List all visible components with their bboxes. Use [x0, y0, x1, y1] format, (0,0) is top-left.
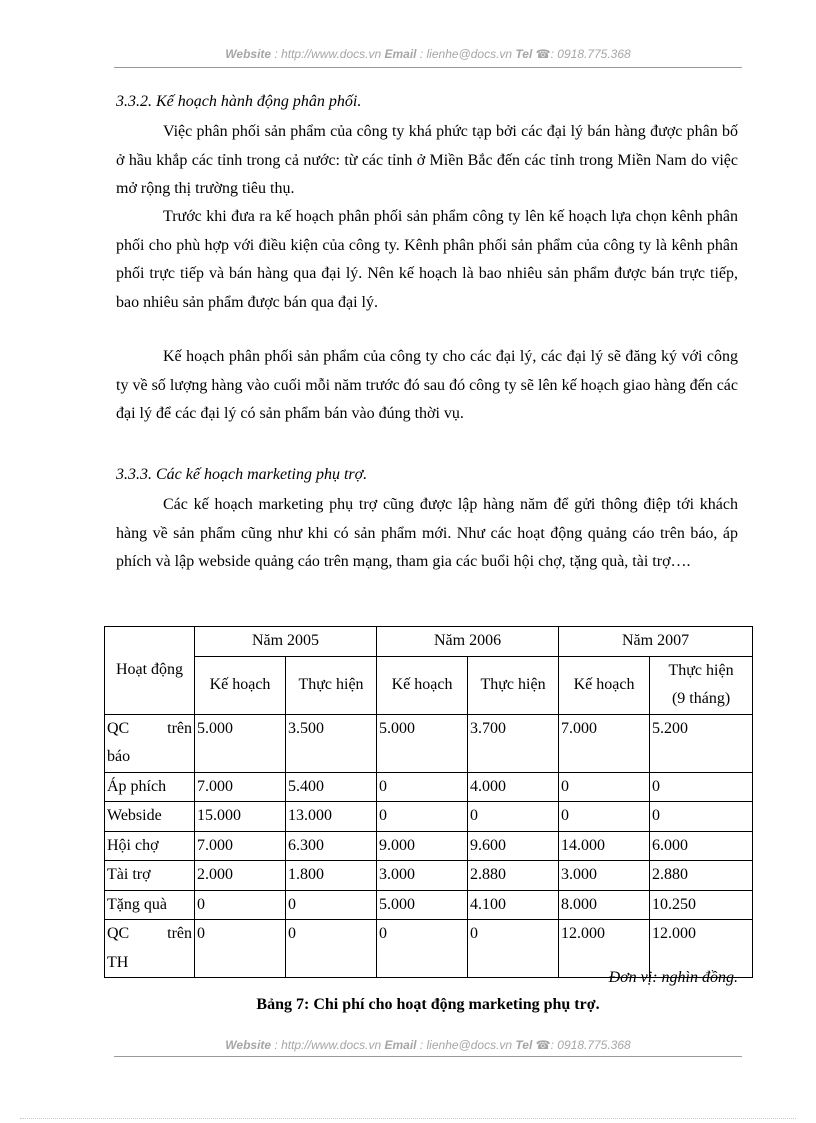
website-label: Website: [225, 1038, 272, 1052]
value-cell: 9.000: [377, 831, 468, 861]
value-cell: 0: [286, 920, 377, 978]
header-divider: [114, 67, 742, 68]
table-row: [105, 890, 753, 920]
tel-number: : 0918.775.368: [550, 47, 631, 61]
value-cell: 6.300: [286, 831, 377, 861]
value-cell: 10.250: [650, 890, 753, 920]
phone-icon: ☎: [535, 47, 551, 61]
table-row: [105, 861, 753, 891]
table-caption: Bảng 7: Chi phí cho hoạt động marketing phụ trợ.: [256, 996, 600, 1013]
website-url: : http://www.docs.vn: [274, 1038, 382, 1052]
value-cell: 0: [559, 802, 650, 832]
email-label: Email: [384, 1038, 417, 1052]
value-cell: 1.800: [286, 861, 377, 891]
value-cell: 0: [377, 920, 468, 978]
value-cell: 0: [377, 802, 468, 832]
activity-word: TH: [107, 953, 129, 971]
value-cell: 4.100: [468, 890, 559, 920]
value-cell: 14.000: [559, 831, 650, 861]
year-header: Năm 2006: [377, 627, 559, 657]
activity-word: báo: [107, 748, 131, 765]
value-cell: 3.500: [286, 714, 377, 772]
value-cell: 0: [377, 772, 468, 802]
value-cell: 2.880: [650, 861, 753, 891]
value-cell: 4.000: [468, 772, 559, 802]
email-label: Email: [384, 47, 417, 61]
table-header-row-years: [105, 627, 753, 657]
sub-header: Kế hoạch: [377, 656, 468, 714]
table-header-row-sub: [105, 656, 753, 714]
activity-word: trên: [167, 925, 192, 942]
value-cell: 6.000: [650, 831, 753, 861]
page-bottom-edge: [20, 1118, 796, 1119]
unit-note: Đơn vị: nghìn đồng.: [608, 969, 738, 986]
paragraph-332-1: Việc phân phối sản phẩm của công ty khá phức tạp bởi các đại lý bán hàng được phân bố ở hầu khắp các tỉnh trong cả nước: từ các tỉnh ở Miền Bắc đến các tỉnh trong Miền Nam do việc mở rộng thị trường tiêu thụ.: [116, 123, 738, 198]
paragraph-333-1: Các kế hoạch marketing phụ trợ cũng được lập hàng năm để gửi thông điệp tới khách hàng về sản phẩm cũng như khi có sản phẩm mới. Như các hoạt động quảng cáo trên báo, áp phích và lập webside quảng cáo trên mạng, tham gia các buổi hội chợ, tặng quà, tài trợ….: [116, 496, 738, 571]
marketing-cost-table: [104, 626, 753, 978]
page-footer: [114, 1038, 742, 1052]
value-cell: 3.000: [377, 861, 468, 891]
section-heading-333: 3.3.3. Các kế hoạch marketing phụ trợ.: [116, 466, 368, 483]
value-cell: 5.000: [377, 890, 468, 920]
value-cell: 0: [559, 772, 650, 802]
activity-word: trên: [167, 719, 192, 737]
table-row: [105, 802, 753, 832]
value-cell: 5.200: [650, 714, 753, 772]
tel-number: : 0918.775.368: [550, 1038, 631, 1052]
sub-header: Kế hoạch: [195, 656, 286, 714]
value-cell: 0: [468, 802, 559, 832]
value-cell: 9.600: [468, 831, 559, 861]
value-cell: 0: [195, 920, 286, 978]
value-cell: 5.400: [286, 772, 377, 802]
tel-label: Tel: [515, 1038, 533, 1052]
value-cell: 8.000: [559, 890, 650, 920]
section-heading-332: 3.3.2. Kế hoạch hành động phân phối.: [116, 93, 362, 110]
table-row: [105, 772, 753, 802]
value-cell: 0: [195, 890, 286, 920]
value-cell: 0: [286, 890, 377, 920]
table-row: [105, 714, 753, 772]
value-cell: 12.000: [559, 920, 650, 978]
footer-divider: [114, 1056, 742, 1057]
activity-word: QC: [107, 719, 130, 737]
sub-header: Thực hiện: [286, 656, 377, 714]
paragraph-332-2: Trước khi đưa ra kế hoạch phân phối sản phẩm công ty lên kế hoạch lựa chọn kênh phân phối cho phù hợp với điều kiện của công ty. Kênh phân phối sản phẩm của công ty là kênh phân phối trực tiếp và bán hàng qua đại lý. Nên kế hoạch là bao nhiêu sản phẩm được bán trực tiếp, bao nhiêu sản phẩm được bán qua đại lý.: [116, 208, 738, 311]
value-cell: 2.000: [195, 861, 286, 891]
value-cell: 7.000: [195, 831, 286, 861]
sub-header-note: (9 tháng): [671, 690, 731, 707]
activity-cell: Áp phích: [105, 772, 195, 802]
activity-cell: Hội chợ: [105, 831, 195, 861]
value-cell: 0: [468, 920, 559, 978]
value-cell: 7.000: [559, 714, 650, 772]
sub-header: Kế hoạch: [559, 656, 650, 714]
value-cell: 15.000: [195, 802, 286, 832]
activity-cell: Tài trợ: [105, 861, 195, 891]
page-header: [114, 47, 742, 61]
activity-cell: Tặng quà: [105, 890, 195, 920]
value-cell: 5.000: [195, 714, 286, 772]
activity-cell: [105, 920, 195, 978]
value-cell: 13.000: [286, 802, 377, 832]
value-cell: 0: [650, 772, 753, 802]
email-address: : lienhe@docs.vn: [419, 47, 513, 61]
value-cell: 0: [650, 802, 753, 832]
value-cell: 3.700: [468, 714, 559, 772]
year-header: Năm 2007: [559, 627, 753, 657]
value-cell: 7.000: [195, 772, 286, 802]
email-address: : lienhe@docs.vn: [419, 1038, 513, 1052]
sub-header: Thực hiện: [468, 656, 559, 714]
activity-cell: Webside: [105, 802, 195, 832]
sub-header-label: Thực hiện: [668, 661, 734, 679]
sub-header-2007-actual: [650, 656, 753, 714]
activity-header: Hoạt động: [105, 627, 195, 715]
table-row: [105, 831, 753, 861]
value-cell: 12.000: [650, 920, 753, 978]
website-label: Website: [225, 47, 272, 61]
activity-word: QC: [107, 925, 130, 942]
value-cell: 5.000: [377, 714, 468, 772]
value-cell: 3.000: [559, 861, 650, 891]
activity-cell: [105, 714, 195, 772]
tel-label: Tel: [515, 47, 533, 61]
phone-icon: ☎: [535, 1038, 551, 1052]
paragraph-332-3: Kế hoạch phân phối sản phẩm của công ty cho các đại lý, các đại lý sẽ đăng ký với công ty về số lượng hàng vào cuối mỗi năm trước đó sau đó công ty sẽ lên kế hoạch giao hàng đến các đại lý để các đại lý có sản phẩm bán vào đúng thời vụ.: [116, 348, 738, 423]
website-url: : http://www.docs.vn: [274, 47, 382, 61]
value-cell: 2.880: [468, 861, 559, 891]
year-header: Năm 2005: [195, 627, 377, 657]
